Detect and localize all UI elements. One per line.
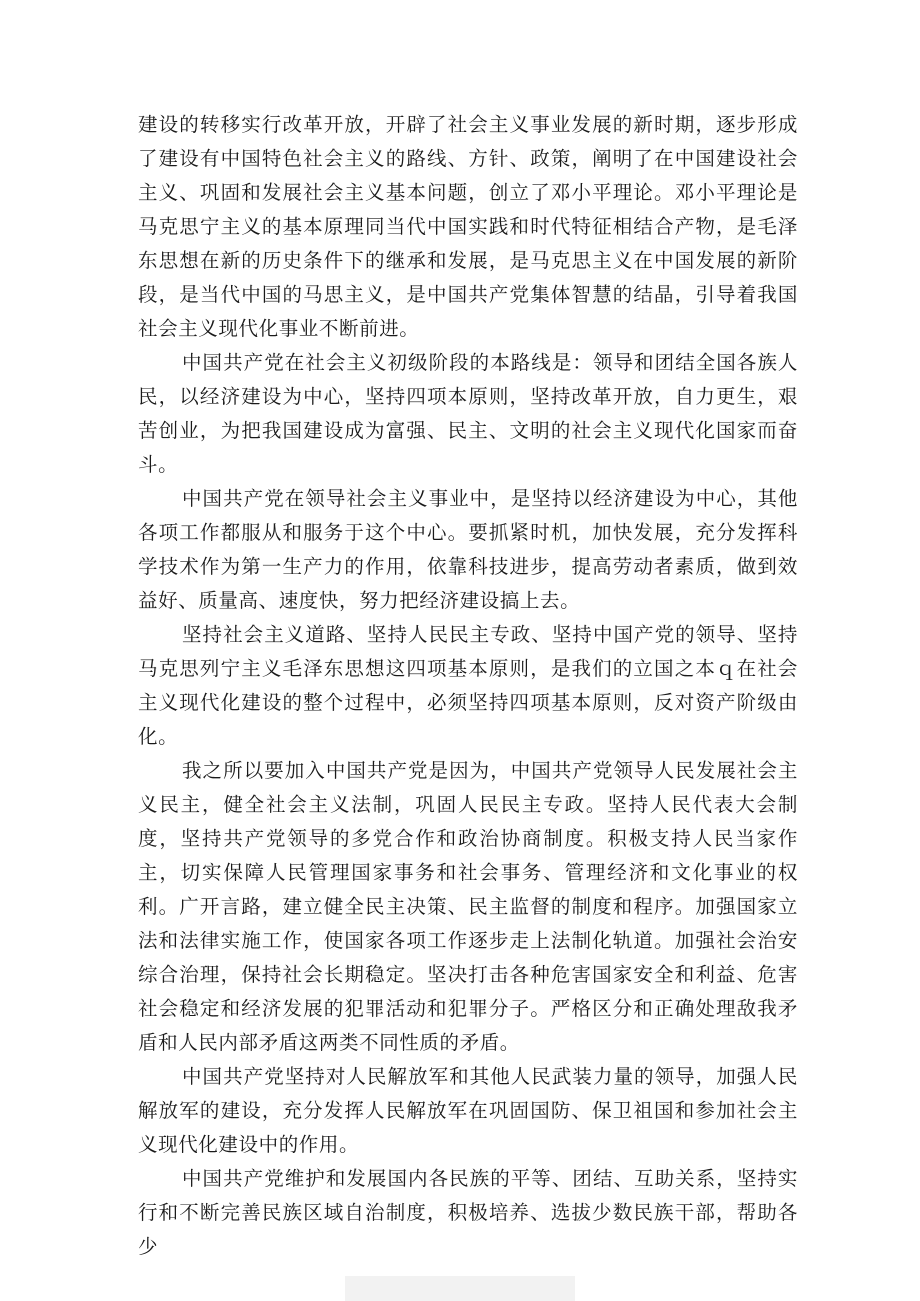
paragraph-7: 中国共产党维护和发展国内各民族的平等、团结、互助关系，坚持实行和不断完善民族区域自治制度，积极培养、选拔少数民族干部，帮助各少 <box>138 1167 798 1258</box>
paragraph-4: 坚持社会主义道路、坚持人民民主专政、坚持中国产党的领导、坚持马克思列宁主义毛泽东思想这四项基本原则，是我们的立国之本ｑ在社会主义现代化建设的整个过程中，必须坚持四项基本原则，反对资产阶级由化。 <box>138 623 798 748</box>
paragraph-5: 我之所以要加入中国共产党是因为，中国共产党领导人民发展社会主义民主，健全社会主义法制，巩固人民民主专政。坚持人民代表大会制度，坚持共产党领导的多党合作和政治协商制度。积极支持人民当家作主，切实保障人民管理国家事务和社会事务、管理经济和文化事业的权利。广开言路，建立健全民主决策、民主监督的制度和程序。加强国家立法和法律实施工作，使国家各项工作逐步走上法制化轨道。加强社会治安综合治理，保持社会长期稳定。坚决打击各种危害国家安全和利益、危害社会稳定和经济发展的犯罪活动和犯罪分子。严格区分和正确处理敌我矛盾和人民内部矛盾这两类不同性质的矛盾。 <box>138 759 798 1054</box>
paragraph-1: 建设的转移实行改革开放，开辟了社会主义事业发展的新时期，逐步形成了建设有中国特色社会主义的路线、方针、政策，阐明了在中国建设社会主义、巩固和发展社会主义基本问题，创立了邓小平理论。邓小平理论是马克思宁主义的基本原理同当代中国实践和时代特征相结合产物，是毛泽东思想在新的历史条件下的继承和发展，是马克思主义在中国发展的新阶段，是当代中国的马思主义，是中国共产党集体智慧的结晶，引导着我国社会主义现代化事业不断前进。 <box>138 113 798 340</box>
paragraph-6: 中国共产党坚持对人民解放军和其他人民武装力量的领导，加强人民解放军的建设，充分发挥人民解放军在巩固国防、保卫祖国和参加社会主义现代化建设中的作用。 <box>138 1065 798 1156</box>
paragraph-2: 中国共产党在社会主义初级阶段的本路线是：领导和团结全国各族人民，以经济建设为中心，坚持四项本原则，坚持改革开放，自力更生，艰苦创业，为把我国建设成为富强、民主、文明的社会主义现代化国家而奋斗。 <box>138 351 798 476</box>
document-body <box>138 108 798 1264</box>
footer-bar <box>345 1276 575 1301</box>
paragraph-3: 中国共产党在领导社会主义事业中，是坚持以经济建设为中心，其他各项工作都服从和服务于这个中心。要抓紧时机，加快发展，充分发挥科学技术作为第一生产力的作用，依靠科技进步，提高劳动者素质，做到效益好、质量高、速度快，努力把经济建设搞上去。 <box>138 487 798 612</box>
